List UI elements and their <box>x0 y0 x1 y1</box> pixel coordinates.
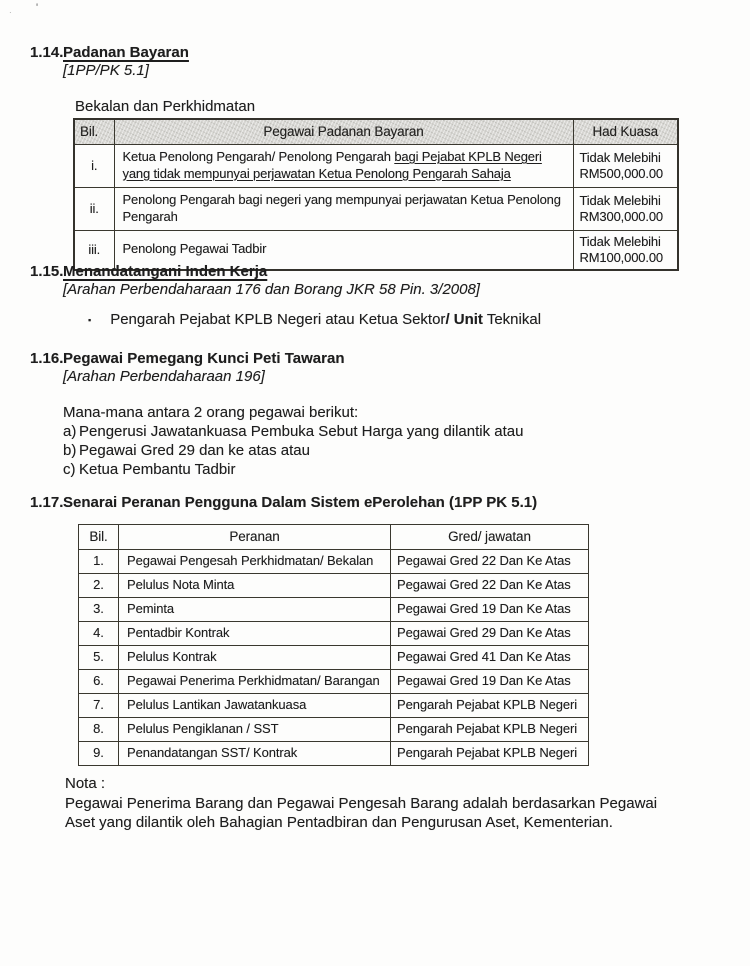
cell-bil: 4. <box>79 622 119 646</box>
cell-pegawai <box>114 145 573 188</box>
cell-peranan: Pentadbir Kontrak <box>119 622 391 646</box>
section-inden-kerja <box>30 263 730 330</box>
cell-bil: 3. <box>79 598 119 622</box>
section-kunci-peti-tawaran <box>30 350 730 479</box>
cell-bil: 2. <box>79 574 119 598</box>
list-item <box>63 441 730 460</box>
table-row <box>79 670 589 694</box>
cell-peranan: Pelulus Nota Minta <box>119 574 391 598</box>
bullet-text-pre: Pengarah Pejabat KPLB Negeri atau Ketua Sektor <box>110 311 446 328</box>
cell-peranan: Pegawai Pengesah Perkhidmatan/ Bekalan <box>119 550 391 574</box>
list-item-label: b) <box>63 442 77 459</box>
limit-amount: RM100,000.00 <box>579 250 663 265</box>
bullet-item <box>88 311 730 330</box>
cell-had-kuasa <box>573 188 678 231</box>
cell-bil: 8. <box>79 718 119 742</box>
section-reference: [1PP/PK 5.1] <box>63 62 149 79</box>
table-row <box>74 145 678 188</box>
cell-bil: iii. <box>74 231 114 271</box>
cell-text: Ketua Penolong Pengarah/ Penolong Pengarah <box>122 149 395 164</box>
list-item <box>63 460 730 479</box>
table-caption: Bekalan dan Perkhidmatan <box>75 98 256 115</box>
section-number: 1.16. <box>30 350 64 367</box>
bullet-text-post: Teknikal <box>482 311 542 328</box>
cell-peranan: Pelulus Lantikan Jawatankuasa <box>119 694 391 718</box>
section-reference: [Arahan Perbendaharaan 196] <box>63 368 265 385</box>
table-header-row <box>74 119 678 145</box>
cell-gred: Pegawai Gred 22 Dan Ke Atas <box>391 574 589 598</box>
scan-artifact: ' <box>36 2 39 14</box>
section-title: Menandatangani Inden Kerja <box>63 263 268 280</box>
limit-amount: RM500,000.00 <box>579 166 663 181</box>
cell-pegawai <box>114 188 573 231</box>
cell-text: Penolong Pengarah bagi negeri yang mempunyai perjawatan Ketua Penolong Pengarah <box>122 192 561 224</box>
cell-gred: Pegawai Gred 19 Dan Ke Atas <box>391 598 589 622</box>
cell-bil: ii. <box>74 188 114 231</box>
list-item-label: c) <box>63 461 76 478</box>
table-row <box>79 694 589 718</box>
cell-bil: i. <box>74 145 114 188</box>
cell-peranan: Peminta <box>119 598 391 622</box>
section-title: Padanan Bayaran <box>63 44 189 61</box>
list-intro: Mana-mana antara 2 orang pegawai berikut: <box>63 404 359 421</box>
bullet-text <box>110 311 541 329</box>
table-row <box>79 646 589 670</box>
cell-gred: Pegawai Gred 22 Dan Ke Atas <box>391 550 589 574</box>
bullet-text-bold: / Unit <box>445 311 483 328</box>
list-item <box>63 422 730 441</box>
section-number: 1.15. <box>30 263 64 280</box>
section-reference: [Arahan Perbendaharaan 176 dan Borang JKR 58 Pin. 3/2008] <box>63 281 480 298</box>
cell-peranan: Penandatangan SST/ Kontrak <box>119 742 391 766</box>
cell-peranan: Pegawai Penerima Perkhidmatan/ Barangan <box>119 670 391 694</box>
cell-gred: Pegawai Gred 29 Dan Ke Atas <box>391 622 589 646</box>
cell-bil: 6. <box>79 670 119 694</box>
limit-amount: RM300,000.00 <box>579 209 663 224</box>
section-number: 1.17. <box>30 494 64 511</box>
column-header-bil: Bil. <box>79 525 119 550</box>
limit-line: Tidak Melebihi <box>579 234 661 249</box>
table-row <box>79 742 589 766</box>
note-label: Nota : <box>65 775 106 792</box>
table-row <box>79 574 589 598</box>
column-header-had-kuasa: Had Kuasa <box>573 119 678 145</box>
column-header-bil: Bil. <box>74 119 114 145</box>
note-text: Pegawai Penerima Barang dan Pegawai Pengesah Barang adalah berdasarkan Pegawai Aset yang dilantik oleh Bahagian Pentadbiran dan Pengurusan Aset, Kementerian. <box>65 795 658 831</box>
cell-peranan: Pelulus Pengiklanan / SST <box>119 718 391 742</box>
list-item-label: a) <box>63 423 77 440</box>
cell-gred: Pengarah Pejabat KPLB Negeri <box>391 742 589 766</box>
list-item-text: Ketua Pembantu Tadbir <box>79 461 236 478</box>
section-title: Pegawai Pemegang Kunci Peti Tawaran <box>63 350 345 367</box>
eperolehan-roles-table <box>78 524 589 766</box>
table-row <box>79 718 589 742</box>
table-row <box>79 598 589 622</box>
section-padanan-bayaran <box>30 44 730 271</box>
limit-line: Tidak Melebihi <box>579 193 661 208</box>
cell-bil: 9. <box>79 742 119 766</box>
cell-gred: Pengarah Pejabat KPLB Negeri <box>391 694 589 718</box>
cell-bil: 1. <box>79 550 119 574</box>
officer-list <box>63 422 730 479</box>
section-title: Senarai Peranan Pengguna Dalam Sistem ePerolehan (1PP PK 5.1) <box>63 494 538 511</box>
cell-gred: Pegawai Gred 41 Dan Ke Atas <box>391 646 589 670</box>
section-heading <box>30 350 730 367</box>
scan-artifact: · <box>9 8 12 17</box>
section-heading <box>30 44 730 61</box>
cell-text: Penolong Pegawai Tadbir <box>122 241 267 257</box>
column-header-pegawai: Pegawai Padanan Bayaran <box>114 119 573 145</box>
table-row <box>74 188 678 231</box>
cell-had-kuasa <box>573 145 678 188</box>
bullet-icon: ▪ <box>88 315 92 325</box>
cell-gred: Pegawai Gred 19 Dan Ke Atas <box>391 670 589 694</box>
section-heading <box>30 263 730 280</box>
cell-bil: 5. <box>79 646 119 670</box>
table-row <box>79 622 589 646</box>
section-heading <box>30 494 740 511</box>
section-number: 1.14. <box>30 44 64 61</box>
cell-gred: Pengarah Pejabat KPLB Negeri <box>391 718 589 742</box>
table-header-row <box>79 525 589 550</box>
cell-peranan: Pelulus Kontrak <box>119 646 391 670</box>
cell-bil: 7. <box>79 694 119 718</box>
list-item-text: Pegawai Gred 29 dan ke atas atau <box>79 442 310 459</box>
table-row <box>79 550 589 574</box>
section-peranan-eperolehan <box>30 494 740 832</box>
limit-line: Tidak Melebihi <box>579 150 661 165</box>
column-header-gred: Gred/ jawatan <box>391 525 589 550</box>
column-header-peranan: Peranan <box>119 525 391 550</box>
list-item-text: Pengerusi Jawatankuasa Pembuka Sebut Harga yang dilantik atau <box>79 423 524 440</box>
cell-text-underlined: bagi Pejabat KPLB Negeri yang tidak mempunyai perjawatan Ketua Penolong Pengarah Sahaja <box>122 149 542 181</box>
padanan-bayaran-table <box>73 118 679 271</box>
